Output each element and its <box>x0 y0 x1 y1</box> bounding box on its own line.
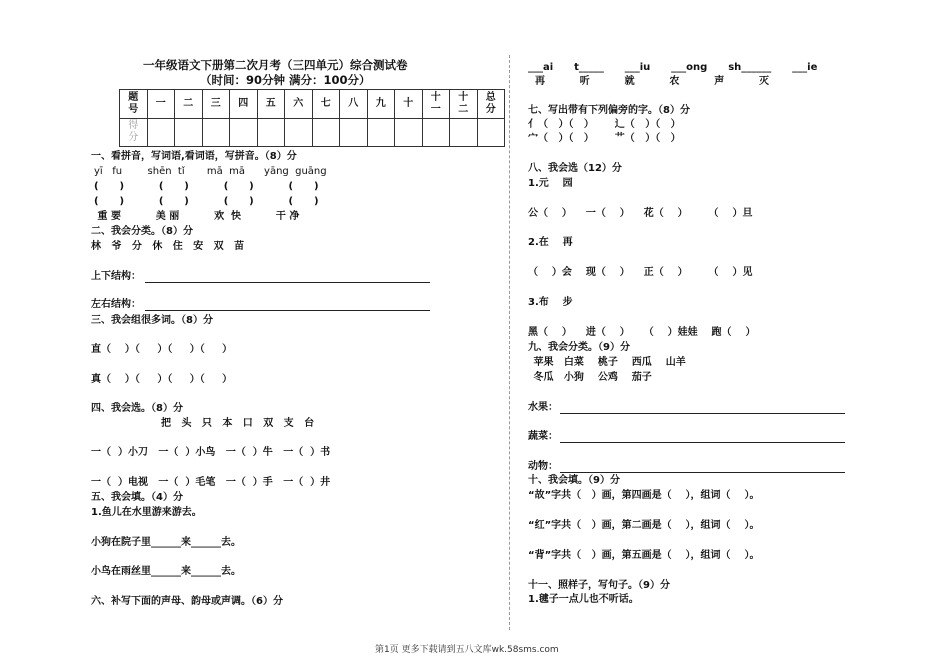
q1-heading: 一、看拼音，写词语,看词语，写拼音。（8）分 <box>91 151 297 162</box>
q9-answer-line[interactable] <box>560 442 845 443</box>
score-table-header-row <box>120 90 505 119</box>
q7-row-a[interactable]: 亻（ ）（ ） 辶（ ）（ ） <box>528 119 681 130</box>
q9-items-row: 冬瓜 小狗 公鸡 茄子 <box>530 372 652 383</box>
score-header-cell: 二 <box>175 90 203 119</box>
page-footer: 第1页 更多下载请到五八文库wk.58sms.com <box>375 645 559 655</box>
q5-heading: 五、我会填。（4）分 <box>91 492 183 503</box>
score-input-cell[interactable] <box>257 118 285 147</box>
q2-heading: 二、我会分类。（8）分 <box>91 226 193 237</box>
score-header-cell: 五 <box>257 90 285 119</box>
score-input-cell[interactable] <box>147 118 175 147</box>
q8-sub3: 3.布 步 <box>528 297 573 308</box>
score-table-score-row <box>120 118 505 147</box>
score-header-cell: 四 <box>230 90 258 119</box>
q9-label-animal: 动物： <box>528 461 558 472</box>
q3-row-zhi[interactable]: 直（ ）（ ）（ ）（ ） <box>91 344 233 355</box>
score-table <box>119 89 505 147</box>
score-input-cell[interactable] <box>230 118 258 147</box>
score-input-cell[interactable] <box>450 118 478 147</box>
q9-answer-line[interactable] <box>560 413 845 414</box>
q7-heading: 七、写出带有下列偏旁的字。（8）分 <box>528 105 690 116</box>
q8-sub1: 1.元 园 <box>528 178 573 189</box>
score-input-cell[interactable] <box>395 118 423 147</box>
score-header-cell: 七 <box>312 90 340 119</box>
q2-label-left-right: 左右结构： <box>91 299 141 310</box>
q10-row-bei[interactable]: “背”字共（ ）画，第五画是（ ），组词（ ）。 <box>528 550 760 561</box>
exam-subtitle: （时间：90分钟 满分：100分） <box>200 73 371 87</box>
q2-answer-line[interactable] <box>145 282 430 283</box>
score-header-cell: 八 <box>340 90 368 119</box>
q4-heading: 四、我会选。（8）分 <box>91 403 183 414</box>
q11-heading: 十一、照样子，写句子。（9）分 <box>528 580 670 591</box>
page-divider <box>509 55 510 630</box>
q8-sub1-row[interactable]: 公（ ） 一（ ） 花（ ） （ ）旦 <box>528 208 753 219</box>
q8-sub2: 2.在 再 <box>528 237 573 248</box>
score-header-cell: 题 号 <box>120 90 148 119</box>
score-header-cell: 十 二 <box>450 90 478 119</box>
q9-label-fruit: 水果： <box>528 402 558 413</box>
q1-paren-row[interactable]: ( ) ( ) ( ) ( ) <box>94 196 319 207</box>
score-header-cell: 九 <box>367 90 395 119</box>
q9-answer-line[interactable] <box>560 472 845 473</box>
q9-label-veg: 蔬菜： <box>528 431 558 442</box>
q2-chars: 林 爷 分 休 住 安 双 苗 <box>91 241 245 252</box>
q10-heading: 十、我会填。（9）分 <box>528 475 620 486</box>
q5-example: 1.鱼儿在水里游来游去。 <box>91 507 202 518</box>
q10-row-gu[interactable]: “故”字共（ ）画，第四画是（ ），组词（ ）。 <box>528 490 760 501</box>
score-input-cell[interactable] <box>477 118 505 147</box>
q9-heading: 九、我会分类。（9）分 <box>528 342 630 353</box>
q10-row-hong[interactable]: “红”字共（ ）画，第二画是（ ），组词（ ）。 <box>528 520 760 531</box>
score-header-cell: 一 <box>147 90 175 119</box>
q1-paren-row[interactable]: ( ) ( ) ( ) ( ) <box>94 181 319 192</box>
q6-heading: 六、补写下面的声母、韵母或声调。（6）分 <box>91 596 283 607</box>
score-input-cell[interactable] <box>367 118 395 147</box>
score-header-cell: 十 一 <box>422 90 450 119</box>
score-header-cell: 十 <box>395 90 423 119</box>
q4-row-a[interactable]: 一（ ）小刀 一（ ）小鸟 一（ ）牛 一（ ）书 <box>91 447 331 458</box>
q4-chars: 把 头 只 本 口 双 支 台 <box>161 418 315 429</box>
q6-chars-row: 再 听 就 农 声 灭 <box>528 76 770 87</box>
score-input-cell[interactable] <box>175 118 203 147</box>
score-input-cell[interactable] <box>202 118 230 147</box>
score-input-cell[interactable] <box>285 118 313 147</box>
q9-items-row: 苹果 白菜 桃子 西瓜 山羊 <box>530 357 686 368</box>
q8-heading: 八、我会选（12）分 <box>528 163 622 174</box>
score-input-cell[interactable] <box>422 118 450 147</box>
q8-sub3-row[interactable]: 黑（ ） 进（ ） （ ）娃娃 跑（ ） <box>528 327 756 338</box>
q3-row-zhen[interactable]: 真（ ）（ ）（ ）（ ） <box>91 374 233 385</box>
q5-row-b[interactable]: 小鸟在雨丝里______来______去。 <box>91 566 241 577</box>
score-input-cell[interactable] <box>340 118 368 147</box>
q1-pinyin-row: yī fu shēn tǐ mā mā yāng guāng <box>94 166 327 177</box>
q11-example: 1.毽子一点儿也不听话。 <box>528 594 639 605</box>
score-header-cell: 总 分 <box>477 90 505 119</box>
score-label-cell: 得 分 <box>120 118 148 147</box>
q2-answer-line[interactable] <box>145 310 430 311</box>
q5-row-a[interactable]: 小狗在院子里______来______去。 <box>91 537 241 548</box>
q2-label-top-bottom: 上下结构： <box>91 271 141 282</box>
score-header-cell: 三 <box>202 90 230 119</box>
q6-pinyin-row[interactable]: ___ai t_____ ___iu ___ong sh______ ___ie <box>528 62 818 73</box>
score-header-cell: 六 <box>285 90 313 119</box>
score-input-cell[interactable] <box>312 118 340 147</box>
q8-sub2-row[interactable]: （ ）会 现（ ） 正（ ） （ ）见 <box>528 267 753 278</box>
q4-row-b[interactable]: 一（ ）电视 一（ ）毛笔 一（ ）手 一（ ）井 <box>91 477 331 488</box>
q3-heading: 三、我会组很多词。（8）分 <box>91 315 213 326</box>
q1-words-row: 重 要 美 丽 欢 快 干 净 <box>94 211 300 222</box>
exam-title: 一年级语文下册第二次月考（三四单元）综合测试卷 <box>143 58 408 72</box>
q7-row-b[interactable]: 宀（ ）（ ） 艹（ ）（ ） <box>528 133 681 144</box>
